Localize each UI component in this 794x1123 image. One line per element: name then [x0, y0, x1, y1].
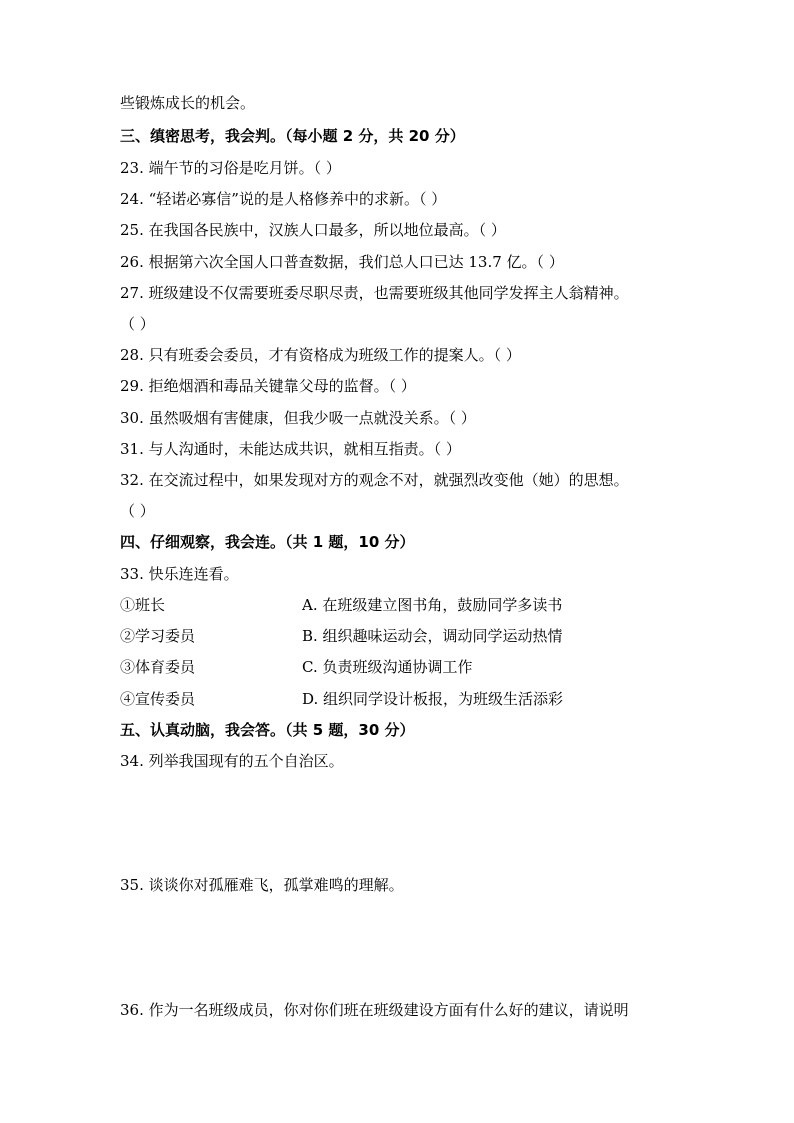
question-35: 35. 谈谈你对孤雁难飞，孤掌难鸣的理解。 — [120, 876, 404, 894]
match-left-1: ①班长 — [120, 596, 166, 614]
match-left-4: ④宣传委员 — [120, 690, 196, 708]
match-left-3: ③体育委员 — [120, 658, 196, 676]
section5-heading: 五、认真动脑，我会答。（共 5 题，30 分） — [120, 721, 415, 739]
match-right-d: D. 组织同学设计板报，为班级生活添彩 — [302, 690, 564, 708]
question-36: 36. 作为一名班级成员，你对你们班在班级建设方面有什么好的建议，请说明 — [120, 1001, 629, 1019]
question-32-answer: （ ） — [120, 502, 155, 520]
section4-heading: 四、仔细观察，我会连。（共 1 题，10 分） — [120, 533, 415, 551]
match-left-2: ②学习委员 — [120, 627, 196, 645]
match-right-c: C. 负责班级沟通协调工作 — [302, 658, 473, 676]
question-26: 26. 根据第六次全国人口普查数据，我们总人口已达 13.7 亿。（ ） — [120, 253, 564, 271]
continuation-text: 些锻炼成长的机会。 — [120, 94, 256, 112]
match-right-b: B. 组织趣味运动会，调动同学运动热情 — [302, 627, 563, 645]
question-28: 28. 只有班委会委员，才有资格成为班级工作的提案人。（ ） — [120, 346, 521, 364]
question-31: 31. 与人沟通时，未能达成共识，就相互指责。（ ） — [120, 440, 461, 458]
question-34: 34. 列举我国现有的五个自治区。 — [120, 752, 344, 770]
question-27-answer: （ ） — [120, 315, 155, 333]
match-right-a: A. 在班级建立图书角，鼓励同学多读书 — [302, 596, 563, 614]
section3-heading: 三、缜密思考，我会判。（每小题 2 分，共 20 分） — [120, 127, 465, 145]
question-33: 33. 快乐连连看。 — [120, 565, 239, 583]
question-29: 29. 拒绝烟酒和毒品关键靠父母的监督。（ ） — [120, 377, 416, 395]
question-27: 27. 班级建设不仅需要班委尽职尽责，也需要班级其他同学发挥主人翁精神。 — [120, 284, 629, 302]
question-23: 23. 端午节的习俗是吃月饼。（ ） — [120, 159, 341, 177]
question-30: 30. 虽然吸烟有害健康，但我少吸一点就没关系。（ ） — [120, 409, 476, 427]
question-24: 24. “轻诺必寡信”说的是人格修养中的求新。（ ） — [120, 190, 447, 208]
question-32: 32. 在交流过程中，如果发现对方的观念不对，就强烈改变他（她）的思想。 — [120, 471, 629, 489]
question-25: 25. 在我国各民族中，汉族人口最多，所以地位最高。（ ） — [120, 221, 506, 239]
